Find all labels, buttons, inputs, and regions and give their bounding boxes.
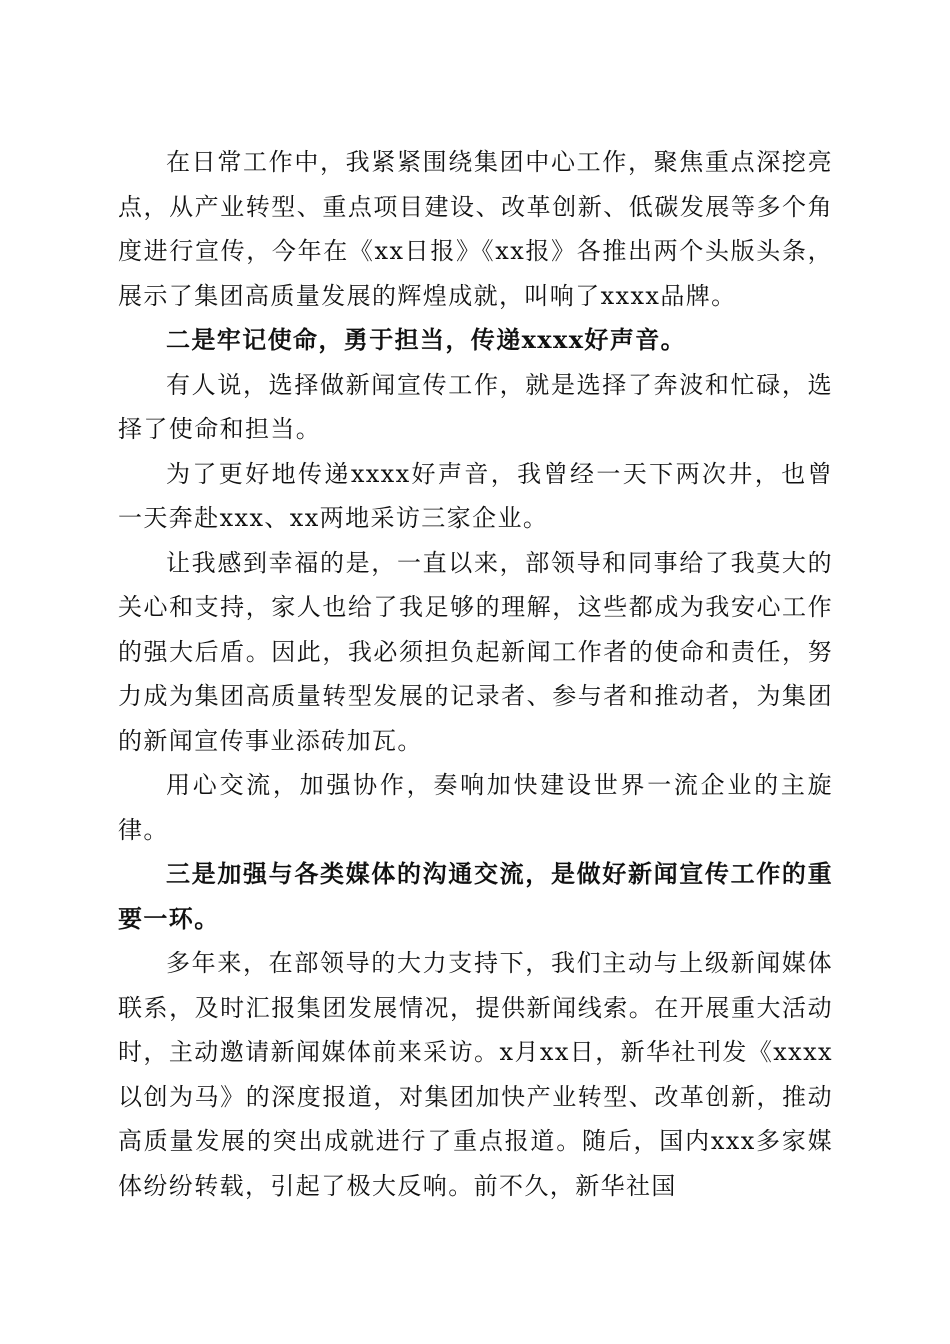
paragraph-mission: 有人说，选择做新闻宣传工作，就是选择了奔波和忙碌，选择了使命和担当。	[118, 370, 833, 443]
paragraph-daily-work: 在日常工作中，我紧紧围绕集团中心工作，聚焦重点深挖亮点，从产业转型、重点项目建设、改革创新、低碳发展等多个角度进行宣传，今年在《xx日报》《xx报》各推出两个头版头条，展示了集团高质量发展的辉煌成就，叫响了xxxx品牌。	[118, 148, 833, 310]
section-heading-two: 二是牢记使命，勇于担当，传递xxxx好声音。	[166, 325, 687, 354]
paragraph-good-voice: 为了更好地传递xxxx好声音，我曾经一天下两次井，也曾一天奔赴xxx、xx两地采访三家企业。	[118, 459, 833, 532]
paragraph-cooperation: 用心交流，加强协作，奏响加快建设世界一流企业的主旋律。	[118, 771, 833, 844]
paragraph-gratitude: 让我感到幸福的是，一直以来，部领导和同事给了我莫大的关心和支持，家人也给了我足够的理解，这些都成为我安心工作的强大后盾。因此，我必须担负起新闻工作者的使命和责任，努力成为集团高质量转型发展的记录者、参与者和推动者，为集团的新闻宣传事业添砖加瓦。	[118, 548, 833, 755]
document-body	[118, 140, 833, 1208]
section-heading-three: 三是加强与各类媒体的沟通交流，是做好新闻宣传工作的重要一环。	[118, 859, 833, 933]
paragraph-media-relations: 多年来，在部领导的大力支持下，我们主动与上级新闻媒体联系，及时汇报集团发展情况，提供新闻线索。在开展重大活动时，主动邀请新闻媒体前来采访。x月xx日，新华社刊发《xxxx以创为马》的深度报道，对集团加快产业转型、改革创新，推动高质量发展的突出成就进行了重点报道。随后，国内xxx多家媒体纷纷转载，引起了极大反响。前不久，新华社国	[118, 949, 833, 1200]
